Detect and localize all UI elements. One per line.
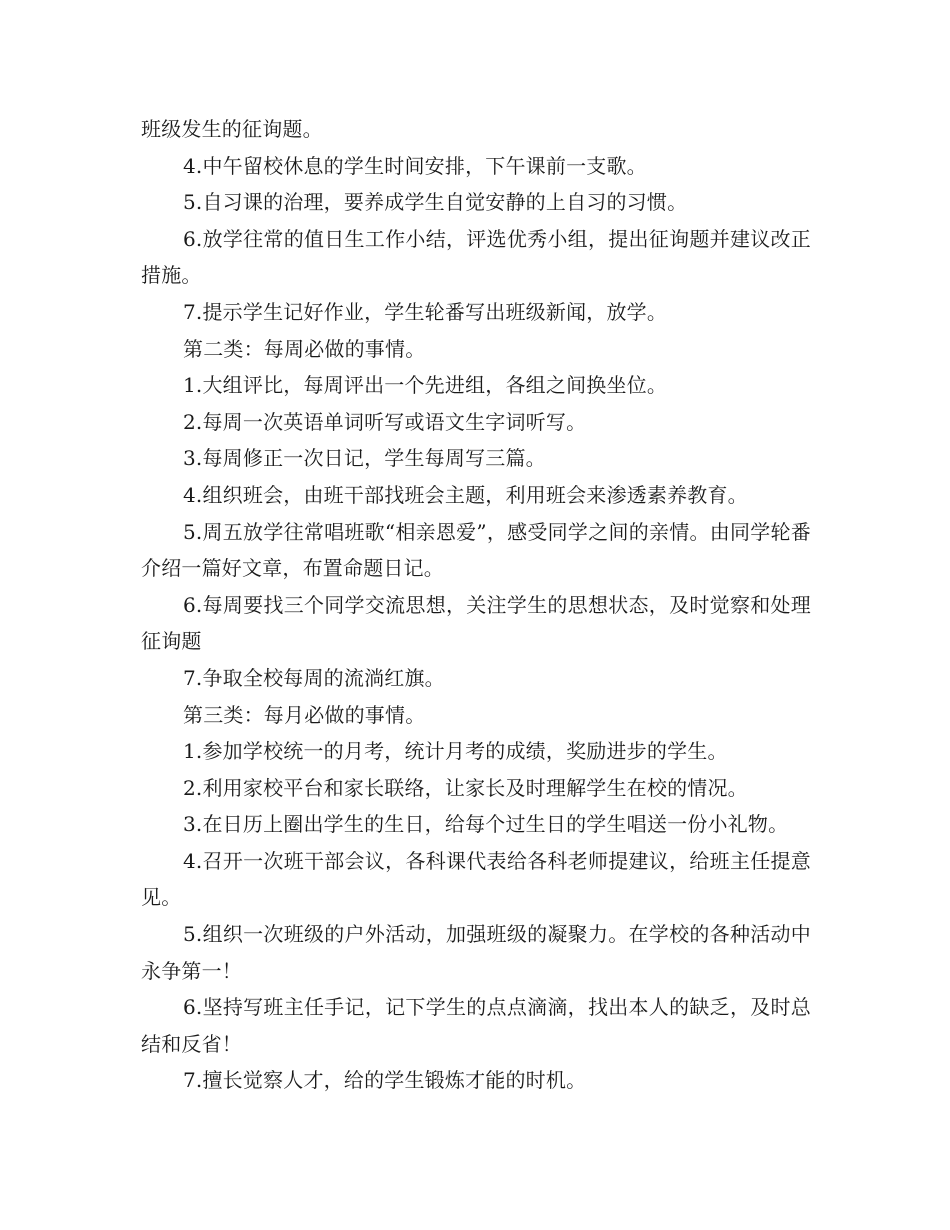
paragraph: 7.争取全校每周的流淌红旗。 <box>183 665 445 690</box>
paragraph: 4.中午留校休息的学生时间安排，下午课前一支歌。 <box>183 153 647 178</box>
paragraph: 1.参加学校统一的月考，统计月考的成绩，奖励进步的学生。 <box>183 739 728 764</box>
paragraph: 7.提示学生记好作业，学生轮番写出班级新闻，放学。 <box>183 299 668 324</box>
paragraph: 6.放学往常的值日生工作小结，评选优秀小组，提出征询题并建议改正措施。 <box>141 226 811 288</box>
section-heading: 第二类：每周必做的事情。 <box>183 336 426 361</box>
paragraph: 1.大组评比，每周评出一个先进组，各组之间换坐位。 <box>183 373 668 398</box>
paragraph: 4.组织班会，由班干部找班会主题，利用班会来渗透素养教育。 <box>183 482 748 507</box>
paragraph: 4.召开一次班干部会议，各科课代表给各科老师提建议，给班主任提意见。 <box>141 848 811 910</box>
paragraph: 7.擅长觉察人才，给的学生锻炼才能的时机。 <box>183 1068 587 1093</box>
paragraph: 3.在日历上圈出学生的生日，给每个过生日的学生唱送一份小礼物。 <box>183 812 789 837</box>
paragraph: 6.每周要找三个同学交流思想，关注学生的思想状态，及时觉察和处理征询题 <box>141 592 811 654</box>
paragraph: 2.利用家校平台和家长联络，让家长及时理解学生在校的情况。 <box>183 775 748 800</box>
paragraph: 3.每周修正一次日记，学生每周写三篇。 <box>183 446 546 471</box>
paragraph: 班级发生的征询题。 <box>141 117 323 141</box>
document-body <box>141 111 811 1099</box>
section-heading: 第三类：每月必做的事情。 <box>183 702 426 727</box>
paragraph: 5.组织一次班级的户外活动，加强班级的凝聚力。在学校的各种活动中永争第一！ <box>141 922 811 983</box>
paragraph: 2.每周一次英语单词听写或语文生字词听写。 <box>183 409 587 434</box>
paragraph: 5.自习课的治理，要养成学生自觉安静的上自习的习惯。 <box>183 190 688 215</box>
paragraph: 5.周五放学往常唱班歌“相亲恩爱”，感受同学之间的亲情。由同学轮番介绍一篇好文章，布置命题日记。 <box>141 519 811 581</box>
paragraph: 6.坚持写班主任手记，记下学生的点点滴滴，找出本人的缺乏，及时总结和反省！ <box>141 995 811 1056</box>
